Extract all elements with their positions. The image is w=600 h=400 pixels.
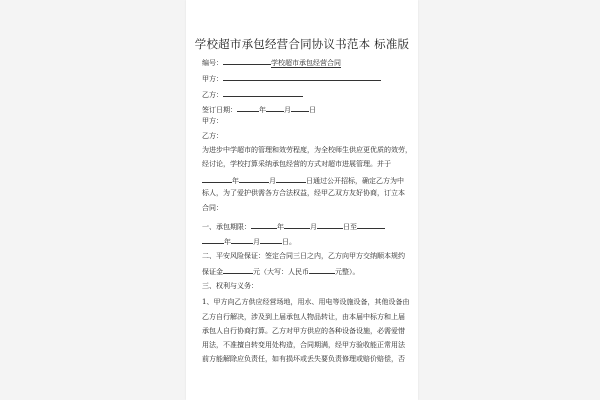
number-value: 学校超市承包经营合同: [271, 59, 341, 67]
section-3-line-3: 承包人自行协商打算。乙方对甲方供应的各种设备设施，必需爱惜: [202, 327, 405, 335]
document-title: 学校超市承包经营合同协议书范本 标准版: [194, 37, 410, 51]
section-3-heading: 三、权利与义务：: [202, 282, 258, 290]
party-a-2: 甲方：: [202, 117, 223, 125]
party-b-label: 乙方：: [202, 91, 223, 99]
party-a-label: 甲方：: [202, 75, 223, 83]
section-3-line-2: 乙方自行解决，涉及到上届承包人物品转让，由本届中标方和上届: [202, 313, 405, 321]
number-blank: [223, 57, 271, 65]
section-3-line-1: 1、甲方向乙方供应经营场地，用水、用电等设施设备，其他设备由: [202, 298, 410, 306]
intro-line-5: 合同：: [202, 204, 223, 212]
section-1-label: 一、承包期限：: [202, 223, 251, 231]
section-2-line-1: 二、平安风险保证：签定合同三日之内，乙方向甲方交纳顺本规约: [202, 252, 405, 260]
section-3-line-4: 用法，不准擅自转变用处构造，合同期满，经甲方验收能正常用法: [202, 341, 405, 349]
section-2-line-2: 保证金 元（大写：人民币 元整）。: [202, 268, 360, 276]
section-1-line-1: 一、承包期限： 年 月 日至: [202, 221, 385, 232]
number-line: [202, 57, 341, 68]
party-b-2: 乙方：: [202, 132, 223, 140]
party-a-blank: [223, 73, 381, 81]
party-a-line: [202, 73, 381, 84]
intro-line-4: 标人，为了爱护供需各方合法权益，经甲乙双方友好协商，订立本: [202, 189, 405, 197]
sign-date-line: 签订日期： 年 月 日: [202, 106, 316, 114]
sign-date-label: 签订日期：: [202, 106, 237, 114]
section-1-line-2: 年 月 日。: [202, 236, 296, 247]
party-b-blank: [223, 89, 303, 97]
intro-line-1: 为进步中学超市的管理和效劳程度，为全校师生供应更优质的效劳，: [202, 146, 412, 154]
number-label: 编号：: [202, 59, 223, 67]
document-page: [186, 0, 418, 400]
section-3-line-5: 前方能解除应负责任，如有损坏或丢失要负责修理或赔价赔偿，否: [202, 355, 405, 363]
intro-line-2: 经讨论，学校打算采纳承包经营的方式对超市进展管理。并于: [202, 160, 391, 168]
intro-line-3: 年 月 日通过公开招标，确定乙方为中: [202, 175, 404, 186]
party-b-line: [202, 89, 303, 100]
